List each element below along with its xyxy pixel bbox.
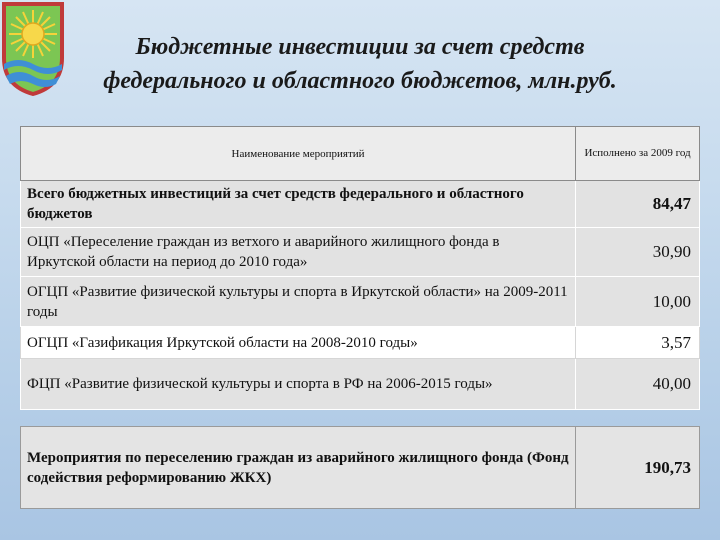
table-row (21, 181, 700, 228)
row-name: ОГЦП «Газификация Иркутской области на 2008-2010 годы» (21, 327, 576, 359)
row-name: ФЦП «Развитие физической культуры и спорта в РФ на 2006-2015 годы» (21, 359, 576, 410)
resettlement-table (20, 426, 700, 509)
column-header-name: Наименование мероприятий (21, 127, 576, 181)
row-name: ОГЦП «Развитие физической культуры и спорта в Иркутской области» на 2009-2011 годы (21, 277, 576, 327)
title-line-2: федерального и областного бюджетов, млн.руб. (103, 68, 617, 94)
row-value: 190,73 (576, 427, 700, 509)
row-value: 84,47 (576, 181, 700, 228)
row-value: 30,90 (576, 228, 700, 277)
row-name: Мероприятия по переселению граждан из аварийного жилищного фонда (Фонд содействия реформированию ЖКХ) (21, 427, 576, 509)
budget-table (20, 126, 700, 410)
table-row (21, 277, 700, 327)
row-value: 10,00 (576, 277, 700, 327)
table-header-row (21, 127, 700, 181)
column-header-executed: Исполнено за 2009 год (576, 127, 700, 181)
title-line-1: Бюджетные инвестиции за счет средств (135, 34, 585, 60)
page-title (40, 30, 680, 98)
row-value: 3,57 (576, 327, 700, 359)
row-value: 40,00 (576, 359, 700, 410)
row-name: Всего бюджетных инвестиций за счет средств федерального и областного бюджетов (21, 181, 576, 228)
table-row (21, 427, 700, 509)
table-row (21, 359, 700, 410)
table-row (21, 327, 700, 359)
row-name: ОЦП «Переселение граждан из ветхого и аварийного жилищного фонда в Иркутской области на период до 2010 года» (21, 228, 576, 277)
table-row (21, 228, 700, 277)
